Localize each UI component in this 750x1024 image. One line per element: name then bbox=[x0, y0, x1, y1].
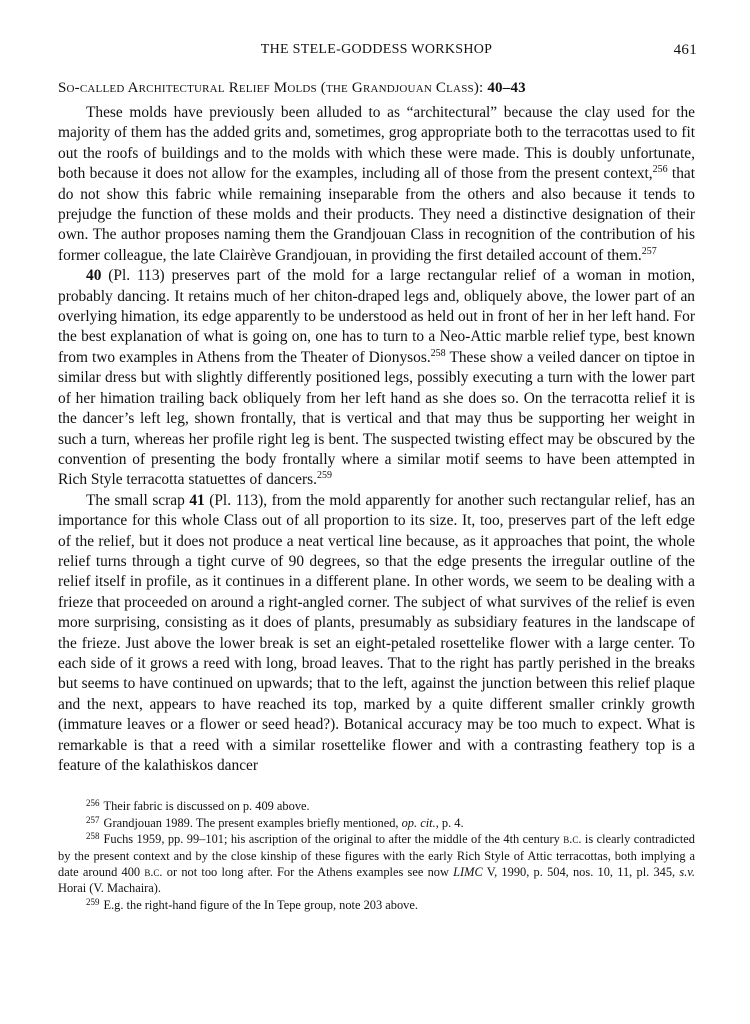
paragraph-1 bbox=[58, 103, 695, 266]
paragraph-1-text-b: that do not show this fabric while remaining inseparable from the others and also because it tends to prejudge the function of these molds and their products. They need a distinctive designation of their own. The author proposes naming them the Grandjouan Class in recognition of the contribution of his former colleague, the late Clairève Grandjouan, in providing the first detailed account of them. bbox=[58, 165, 695, 264]
footnote-text: E.g. the right-hand figure of the In Tepe group, note 203 above. bbox=[103, 897, 418, 912]
footnote-text: Horai (V. Machaira). bbox=[58, 881, 161, 896]
footnote-ref-256[interactable]: 256 bbox=[652, 164, 668, 176]
paragraph-3 bbox=[58, 491, 695, 777]
section-heading bbox=[58, 80, 695, 97]
footnote-smallcaps: b.c. bbox=[563, 832, 582, 847]
footnote-text: , p. 4. bbox=[435, 815, 464, 830]
footnote-text: V, 1990, p. 504, nos. 10, 11, pl. 345, bbox=[482, 865, 680, 880]
footnote-italic: op. cit. bbox=[401, 815, 436, 830]
footnote-text: is clearly contradicted by the present context and by the close kinship of these figures with the early Rich Style of Attic terracottas, both implying a date around 400 bbox=[58, 832, 695, 880]
paragraph-2-text-b: These show a veiled dancer on tiptoe in similar dress but with slightly differently positioned legs, possibly executing a turn with the lower part of her himation trailing back obliquely from her left hand as she does so. On the terracotta relief it is the dancer’s left leg, shown frontally, that is vertical and that may thus be supporting her weight in such a turn, whereas her profile right leg is bent. The suspected twisting effect may be obscured by the convention of presenting the body frontally where a similar motif seems to have been attempted in Rich Style terracotta statuettes of dancers. bbox=[58, 348, 695, 489]
footnote-italic: s.v. bbox=[679, 865, 695, 880]
page-number: 461 bbox=[673, 42, 697, 58]
paragraph-2 bbox=[58, 266, 695, 490]
footnote-number: 256 bbox=[86, 798, 100, 809]
footnote-number: 259 bbox=[86, 896, 100, 907]
running-title: THE STELE-GODDESS WORKSHOP bbox=[260, 42, 493, 57]
footnote-259 bbox=[58, 897, 695, 913]
footnote-text: or not too long after. For the Athens examples see now bbox=[162, 865, 454, 880]
footnote-number: 257 bbox=[86, 814, 100, 825]
footnote-ref-259[interactable]: 259 bbox=[316, 470, 332, 482]
running-head bbox=[58, 40, 695, 66]
section-title: So-called Architectural Relief Molds (the Grandjouan Class): bbox=[58, 80, 488, 96]
paragraph-2-text-a: (Pl. 113) preserves part of the mold for a large rectangular relief of a woman in motion, probably dancing. It retains much of her chiton-draped legs and, obliquely above, the lower part of an overlying himation, its edge apparently to be understood as held out in front of her in her left hand. For the best explanation of what is going on, one has to turn to a Neo-Attic marble relief type, best known from two examples in Athens from the Theater of Dionysos. bbox=[58, 267, 695, 366]
footnote-text: Grandjouan 1989. The present examples briefly mentioned, bbox=[103, 815, 402, 830]
footnote-number: 258 bbox=[86, 831, 100, 842]
footnote-257 bbox=[58, 815, 695, 831]
paragraph-1-text-a: These molds have previously been alluded to as “architectural” because the clay used for the majority of them has the added grits and, sometimes, grog appropriate both to the terracottas used to fit out the roofs of buildings and to the molds with which these were made. This is doubly unfortunate, both because it does not allow for the examples, including all of those from the present context, bbox=[58, 104, 695, 183]
footnotes bbox=[58, 798, 695, 913]
footnote-ref-257[interactable]: 257 bbox=[641, 245, 657, 257]
footnote-ref-258[interactable]: 258 bbox=[430, 347, 446, 359]
footnote-smallcaps: b.c. bbox=[144, 865, 163, 880]
page bbox=[58, 40, 695, 913]
footnote-text: Fuchs 1959, pp. 99–101; his ascription of the original to after the middle of the 4th century bbox=[103, 832, 564, 847]
catalogue-number-41: 41 bbox=[189, 491, 205, 509]
catalogue-number-40: 40 bbox=[86, 267, 102, 285]
footnote-256 bbox=[58, 798, 695, 814]
footnote-258 bbox=[58, 831, 695, 897]
footnote-italic: LIMC bbox=[453, 865, 483, 880]
section-range: 40–43 bbox=[487, 80, 526, 96]
footnote-text: Their fabric is discussed on p. 409 above. bbox=[103, 799, 310, 814]
body-text bbox=[58, 103, 695, 776]
paragraph-3-pre: The small scrap bbox=[86, 491, 190, 509]
paragraph-3-text: (Pl. 113), from the mold apparently for another such rectangular relief, has an importance for this whole Class out of all proportion to its size. It, too, preserves part of the left edge of the relief, but it does not produce a neat vertical line because, as it approaches that point, the whole relief turns through a tight curve of 90 degrees, so that the edge presents the irregular outline of the relief itself in profile, as it continues in a different plane. In other words, we seem to be dealing with a frieze that proceeded on around a right-angled corner. The subject of what survives of the relief is even more surprising, consisting as it does of plants, presumably as subsidiary features in the landscape of the frieze. Just above the lower break is set an eight-petaled rosettelike flower with a large center. To each side of it grows a reed with long, broad leaves. That to the right has partly perished in the breaks but seems to have continued on upwards; that to the left, against the junction between this relief plaque and the next, appears to have reached its top, marked by a quite different smaller crinkly growth (immature leaves or a flower or seed head?). Botanical accuracy may be too much to expect. What is remarkable is that a reed with a similar rosettelike flower and with a contrasting feathery top is a feature of the kalathiskos dancer bbox=[58, 491, 696, 774]
